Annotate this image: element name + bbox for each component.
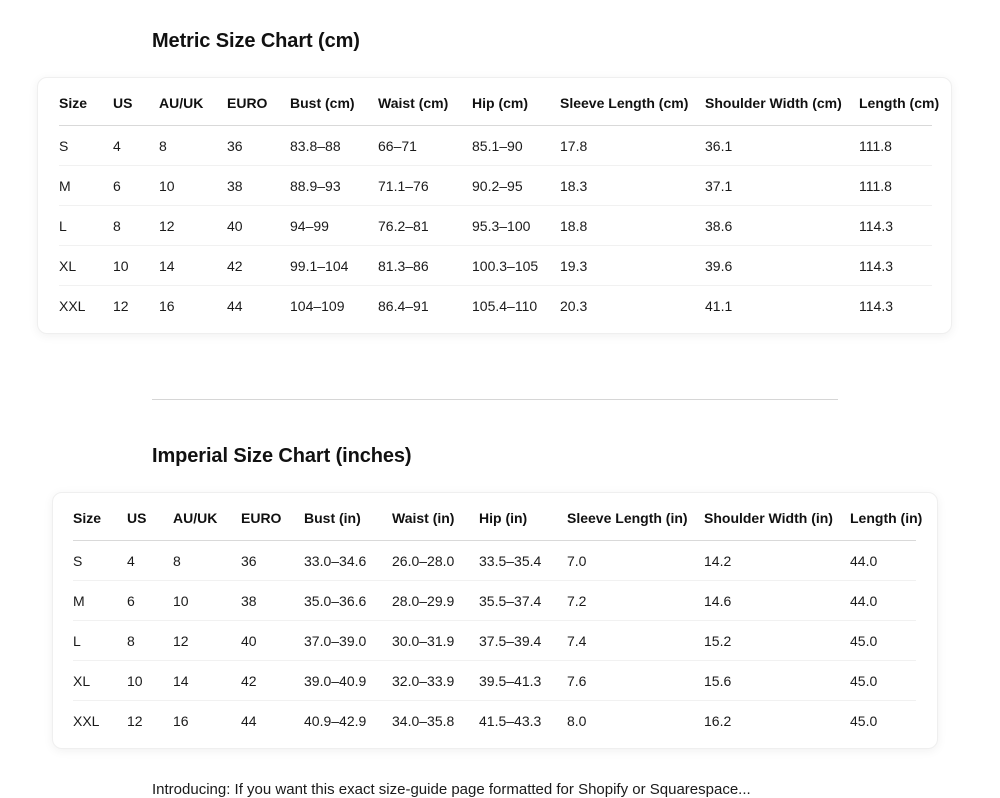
table-cell: 14.2 (704, 541, 850, 581)
table-cell: 45.0 (850, 712, 878, 729)
column-header: EURO (241, 495, 304, 541)
table-cell: 4 (113, 126, 159, 166)
metric-table-body (59, 126, 932, 326)
imperial-table-header (73, 495, 923, 541)
table-cell: 15.2 (704, 621, 850, 661)
table-cell: 8 (173, 541, 241, 581)
table-cell: 4 (127, 541, 173, 581)
table-cell: 19.3 (560, 246, 705, 286)
table-cell: 30.0–31.9 (392, 621, 479, 661)
column-header: AU/UK (159, 80, 227, 126)
table-cell: 44 (227, 297, 243, 314)
metric-size-table (59, 80, 940, 325)
table-cell: 39.0–40.9 (304, 661, 392, 701)
table-cell: 16.2 (704, 712, 732, 729)
column-header: Waist (in) (392, 495, 479, 541)
table-cell: 86.4–91 (378, 297, 429, 314)
table-cell: 44.0 (850, 541, 916, 581)
column-header: US (113, 80, 159, 126)
table-cell: 76.2–81 (378, 206, 472, 246)
table-cell: 81.3–86 (378, 246, 472, 286)
header-row (59, 80, 932, 126)
column-header: Size (59, 80, 113, 126)
imperial-chart-title: Imperial Size Chart (inches) (152, 445, 412, 467)
table-cell: 12 (159, 206, 227, 246)
table-cell: 44.0 (850, 581, 916, 621)
table-cell: 88.9–93 (290, 166, 378, 206)
table-cell: 17.8 (560, 126, 705, 166)
table-cell: 40 (241, 621, 304, 661)
table-cell: 36 (227, 126, 290, 166)
table-row (59, 166, 932, 206)
table-cell: 111.8 (859, 126, 932, 166)
column-header: Sleeve Length (in) (567, 495, 704, 541)
table-cell: 33.0–34.6 (304, 541, 392, 581)
table-cell: 100.3–105 (472, 246, 560, 286)
table-cell: 12 (127, 712, 143, 729)
size-cell: L (59, 206, 113, 246)
imperial-table-body (73, 541, 916, 741)
table-cell: 71.1–76 (378, 166, 472, 206)
column-header: Waist (cm) (378, 80, 472, 126)
table-cell: 15.6 (704, 661, 850, 701)
table-cell: 42 (227, 246, 290, 286)
table-cell: 36.1 (705, 126, 859, 166)
table-cell: 42 (241, 661, 304, 701)
column-header: Length (cm) (859, 80, 932, 126)
table-cell: 40 (227, 206, 290, 246)
table-cell: 26.0–28.0 (392, 541, 479, 581)
table-cell: 7.4 (567, 621, 704, 661)
column-header: Bust (in) (304, 495, 392, 541)
table-cell: 18.3 (560, 166, 705, 206)
table-cell: 38.6 (705, 206, 859, 246)
table-row (73, 621, 916, 661)
table-cell: 37.5–39.4 (479, 621, 567, 661)
table-cell: 20.3 (560, 297, 588, 314)
table-cell: 38 (227, 166, 290, 206)
column-header: Hip (in) (479, 495, 567, 541)
table-cell: 105.4–110 (472, 297, 538, 314)
size-cell: XL (73, 661, 127, 701)
table-cell: 37.0–39.0 (304, 621, 392, 661)
table-cell: 8 (113, 206, 159, 246)
table-cell: 36 (241, 541, 304, 581)
table-cell: 10 (159, 166, 227, 206)
table-row (59, 286, 932, 326)
table-cell: 28.0–29.9 (392, 581, 479, 621)
table-cell: 8 (127, 621, 173, 661)
table-cell: 18.8 (560, 206, 705, 246)
table-cell: 114.3 (859, 297, 893, 314)
table-cell: 7.6 (567, 661, 704, 701)
table-cell: 39.6 (705, 246, 859, 286)
table-cell: 90.2–95 (472, 166, 560, 206)
column-header: Sleeve Length (cm) (560, 80, 705, 126)
table-cell: 6 (113, 166, 159, 206)
table-cell: 7.0 (567, 541, 704, 581)
size-cell: XL (59, 246, 113, 286)
metric-table-header (59, 80, 940, 126)
column-header: Bust (cm) (290, 80, 378, 126)
footer-note: Introducing: If you want this exact size-guide page formatted for Shopify or Squarespace... (152, 781, 751, 798)
table-row (59, 206, 932, 246)
column-header: AU/UK (173, 495, 241, 541)
imperial-size-table (73, 495, 923, 740)
table-row (59, 246, 932, 286)
column-header: Hip (cm) (472, 80, 560, 126)
size-cell: S (73, 541, 127, 581)
section-divider (152, 399, 838, 400)
table-cell: 111.8 (859, 166, 932, 206)
column-header: Size (73, 495, 127, 541)
table-cell: 8.0 (567, 712, 587, 729)
table-row (73, 701, 916, 741)
table-cell: 95.3–100 (472, 206, 560, 246)
table-row (59, 126, 932, 166)
table-cell: 16 (159, 297, 175, 314)
column-header: Length (in) (850, 495, 916, 541)
table-cell: 34.0–35.8 (392, 712, 455, 729)
table-cell: 37.1 (705, 166, 859, 206)
table-cell: 66–71 (378, 126, 472, 166)
size-cell: XXL (59, 297, 86, 314)
table-cell: 85.1–90 (472, 126, 560, 166)
header-row (73, 495, 916, 541)
table-cell: 39.5–41.3 (479, 661, 567, 701)
table-cell: 33.5–35.4 (479, 541, 567, 581)
metric-chart-title: Metric Size Chart (cm) (152, 30, 360, 52)
table-cell: 45.0 (850, 661, 916, 701)
table-cell: 6 (127, 581, 173, 621)
table-cell: 10 (173, 581, 241, 621)
table-row (73, 541, 916, 581)
size-cell: S (59, 126, 113, 166)
table-cell: 41.5–43.3 (479, 712, 542, 729)
size-cell: M (59, 166, 113, 206)
table-cell: 14 (159, 246, 227, 286)
table-cell: 32.0–33.9 (392, 661, 479, 701)
table-cell: 8 (159, 126, 227, 166)
table-cell: 114.3 (859, 246, 932, 286)
column-header: US (127, 495, 173, 541)
table-row (73, 661, 916, 701)
table-cell: 7.2 (567, 581, 704, 621)
column-header: EURO (227, 80, 290, 126)
column-header: Shoulder Width (in) (704, 495, 850, 541)
size-cell: XXL (73, 712, 100, 729)
table-cell: 94–99 (290, 206, 378, 246)
column-header: Shoulder Width (cm) (705, 80, 859, 126)
table-cell: 35.0–36.6 (304, 581, 392, 621)
table-cell: 99.1–104 (290, 246, 378, 286)
table-cell: 10 (127, 661, 173, 701)
table-cell: 14.6 (704, 581, 850, 621)
table-cell: 38 (241, 581, 304, 621)
table-cell: 114.3 (859, 206, 932, 246)
table-cell: 35.5–37.4 (479, 581, 567, 621)
table-cell: 12 (113, 297, 129, 314)
table-cell: 40.9–42.9 (304, 712, 367, 729)
table-cell: 10 (113, 246, 159, 286)
table-cell: 12 (173, 621, 241, 661)
table-row (73, 581, 916, 621)
table-cell: 104–109 (290, 297, 345, 314)
size-cell: M (73, 581, 127, 621)
table-cell: 14 (173, 661, 241, 701)
table-cell: 16 (173, 712, 189, 729)
size-cell: L (73, 621, 127, 661)
table-cell: 45.0 (850, 621, 916, 661)
table-cell: 41.1 (705, 297, 733, 314)
table-cell: 83.8–88 (290, 126, 378, 166)
table-cell: 44 (241, 712, 257, 729)
